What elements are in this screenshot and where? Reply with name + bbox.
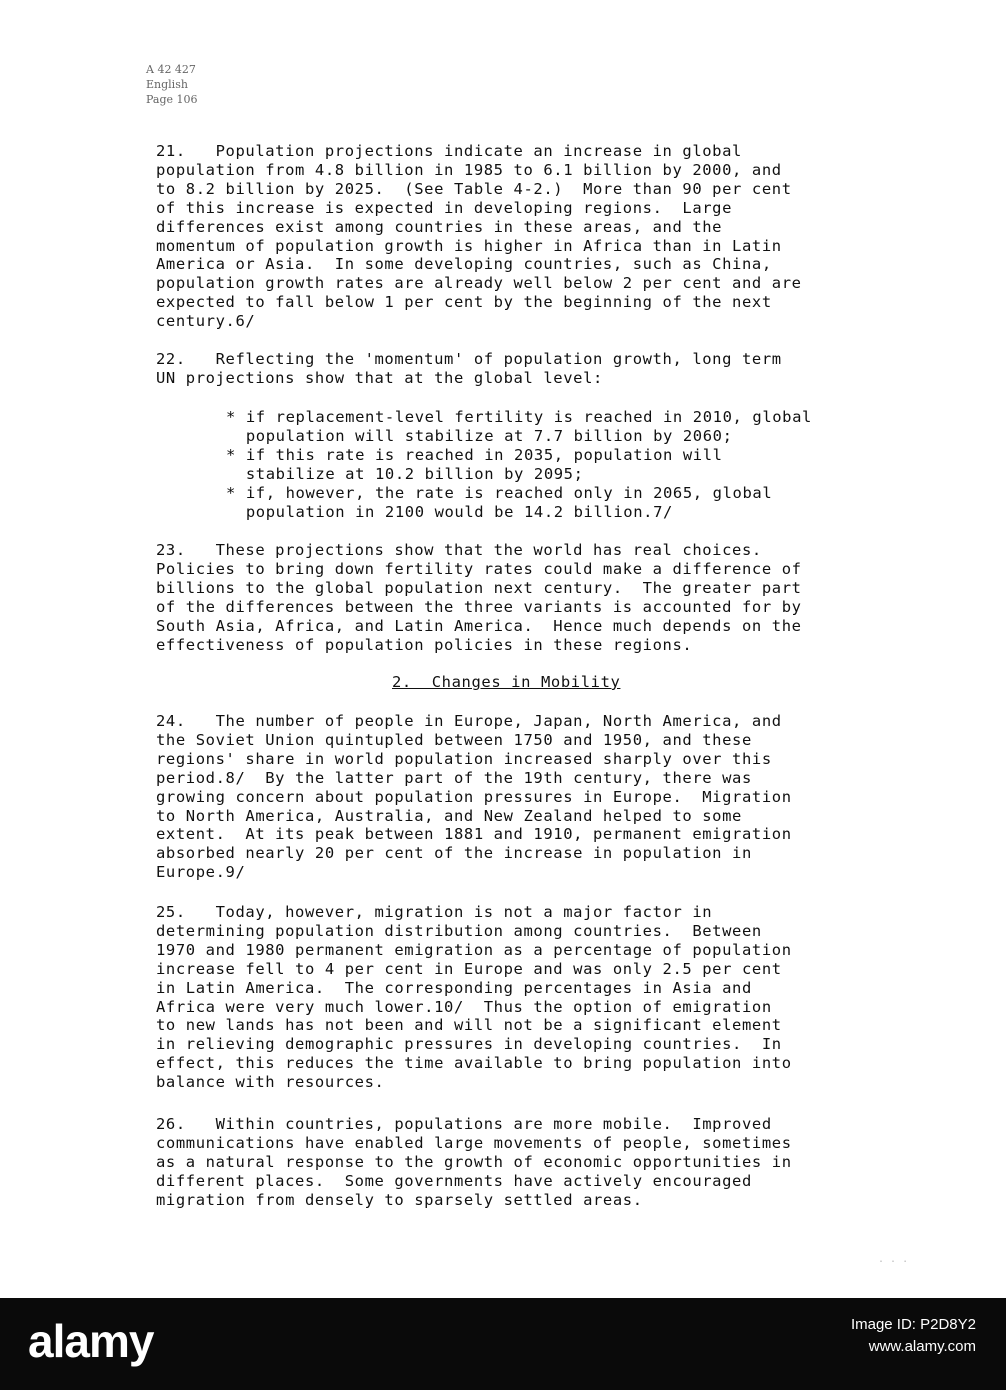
document-language: English	[146, 78, 188, 91]
watermark-footer-bar	[0, 1298, 1006, 1390]
page-number: Page 106	[146, 93, 198, 106]
site-url: www.alamy.com	[868, 1338, 976, 1355]
paragraph-24: 24. The number of people in Europe, Japan, North America, and the Soviet Union quintupled between 1750 and 1950, and these regions' share in world population increased sharply over this period.8/ By the latter part of the 19th century, there was growing concern about population pressures in Europe. Migration to North America, Australia, and New Zealand helped to some extent. At its peak between 1881 and 1910, permanent emigration absorbed nearly 20 per cent of the increase in population in Europe.9/	[156, 712, 792, 882]
document-header	[146, 62, 198, 107]
projection-bullet-list: * if replacement-level fertility is reached in 2010, global population will stabilize at 7.7 billion by 2060; * if this rate is reached in 2035, population will stabilize at 10.2 billion by 2095; * if, however, the rate is reached only in 2065, global population in 2100 would be 14.2 billion.7/	[226, 408, 812, 521]
paragraph-23: 23. These projections show that the world has real choices. Policies to bring down fertility rates could make a difference of billions to the global population next century. The greater part of the differences between the three variants is accounted for by South Asia, Africa, and Latin America. Hence much depends on the effectiveness of population policies in these regions.	[156, 541, 802, 654]
paragraph-21: 21. Population projections indicate an increase in global population from 4.8 billion in 1985 to 6.1 billion by 2000, and to 8.2 billion by 2025. (See Table 4-2.) More than 90 per cent of this increase is expected in developing regions. Large differences exist among countries in these areas, and the momentum of population growth is higher in Africa than in Latin America or Asia. In some developing countries, such as China, population growth rates are already well below 2 per cent and are expected to fall below 1 per cent by the beginning of the next century.6/	[156, 142, 802, 331]
scan-artifact-dots: . . .	[878, 1254, 909, 1265]
document-symbol: A 42 427	[146, 63, 196, 76]
alamy-logo: alamy	[28, 1315, 154, 1367]
image-id-label: Image ID: P2D8Y2	[850, 1316, 976, 1333]
stock-photo-info	[851, 1314, 976, 1358]
paragraph-26: 26. Within countries, populations are more mobile. Improved communications have enabled large movements of people, sometimes as a natural response to the growth of economic opportunities in different places. Some governments have actively encouraged migration from densely to sparsely settled areas.	[156, 1115, 792, 1209]
paragraph-25: 25. Today, however, migration is not a major factor in determining population distribution among countries. Between 1970 and 1980 permanent emigration as a percentage of population increase fell to 4 per cent in Europe and was only 2.5 per cent in Latin America. The corresponding percentages in Asia and Africa were very much lower.10/ Thus the option of emigration to new lands has not been and will not be a significant element in relieving demographic pressures in developing countries. In effect, this reduces the time available to bring population into balance with resources.	[156, 903, 792, 1092]
section-heading: 2. Changes in Mobility	[392, 673, 621, 691]
paragraph-22: 22. Reflecting the 'momentum' of population growth, long term UN projections show that at the global level:	[156, 350, 782, 387]
